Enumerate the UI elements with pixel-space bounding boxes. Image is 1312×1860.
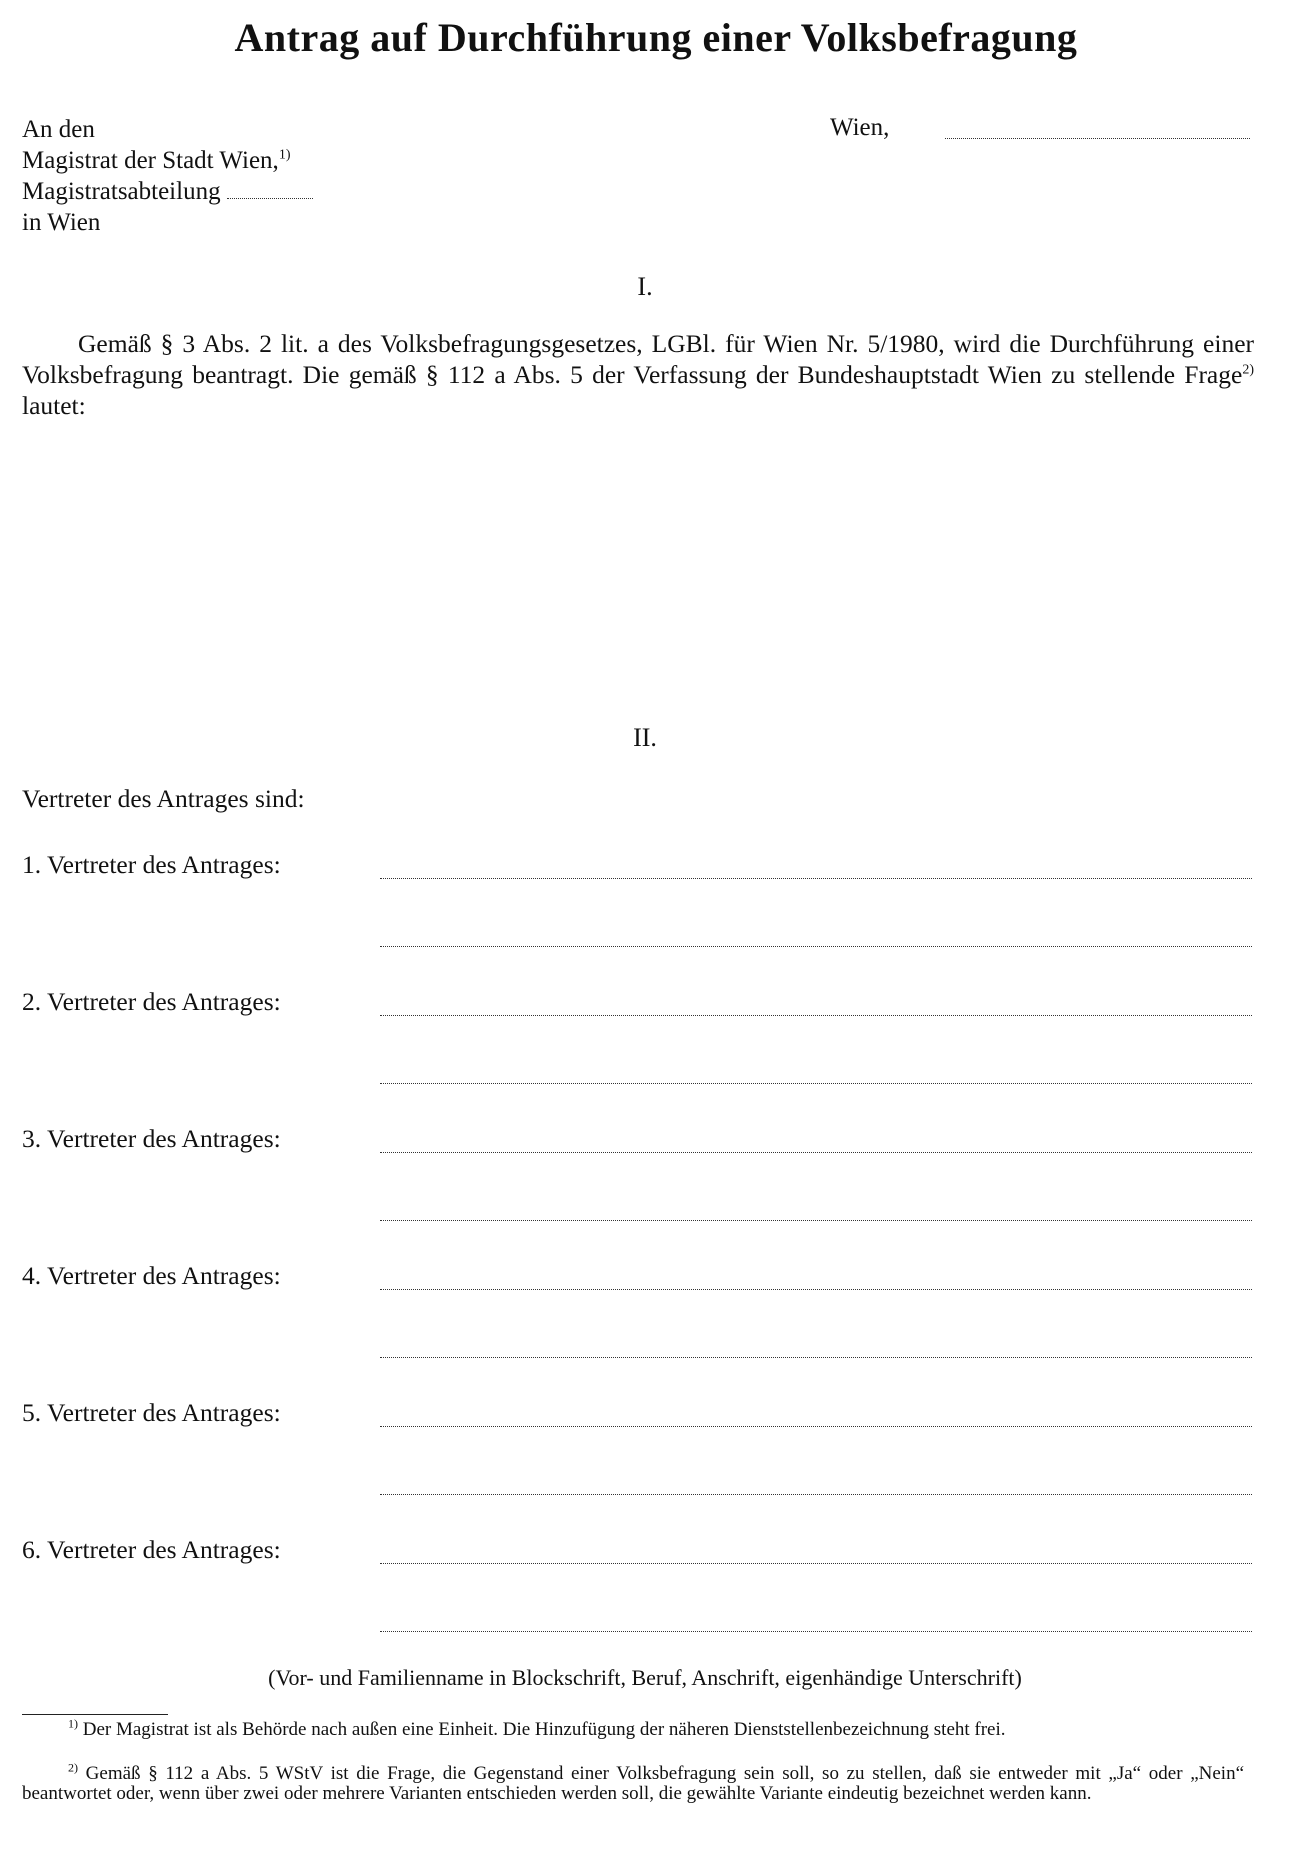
- paragraph-text-end: lautet:: [22, 391, 86, 420]
- footnote-ref-1: 1): [278, 147, 291, 163]
- document-title: Antrag auf Durchführung einer Volksbefragung: [234, 15, 1078, 60]
- representative-entry: [22, 987, 1252, 1107]
- representative-label: 6. Vertreter des Antrages:: [22, 1535, 281, 1564]
- date-field[interactable]: [945, 138, 1250, 139]
- representative-line[interactable]: [380, 1426, 1252, 1427]
- section-1-heading: I.: [637, 272, 653, 301]
- representative-label: 5. Vertreter des Antrages:: [22, 1398, 281, 1427]
- representative-entry: [22, 1261, 1252, 1381]
- representative-line[interactable]: [380, 1563, 1252, 1564]
- representative-line[interactable]: [380, 878, 1252, 879]
- footnote-2-marker: 2): [68, 1760, 78, 1775]
- footnote-2: [22, 1760, 1244, 1804]
- recipient-address: [22, 114, 313, 238]
- address-line-4: in Wien: [22, 209, 101, 236]
- representative-line[interactable]: [380, 946, 1252, 947]
- representative-line[interactable]: [380, 1289, 1252, 1290]
- representative-line[interactable]: [380, 1152, 1252, 1153]
- representative-label: 1. Vertreter des Antrages:: [22, 850, 281, 879]
- footnote-divider: [22, 1714, 168, 1715]
- address-line-3: [22, 176, 313, 207]
- representative-line[interactable]: [380, 1631, 1252, 1632]
- representative-entry: [22, 850, 1252, 970]
- question-area[interactable]: [22, 430, 1254, 690]
- representative-label: 4. Vertreter des Antrages:: [22, 1261, 281, 1290]
- representative-entry: [22, 1398, 1252, 1518]
- representative-line[interactable]: [380, 1015, 1252, 1016]
- footnote-1: [22, 1716, 1244, 1740]
- representative-line[interactable]: [380, 1083, 1252, 1084]
- representative-entry: [22, 1535, 1252, 1655]
- address-line-3-text: Magistratsabteilung: [22, 178, 221, 205]
- section-1-paragraph: [22, 328, 1254, 421]
- representative-line[interactable]: [380, 1357, 1252, 1358]
- representative-line[interactable]: [380, 1220, 1252, 1221]
- address-line-2: [22, 145, 313, 176]
- footnote-ref-2: 2): [1242, 362, 1254, 378]
- representative-label: 3. Vertreter des Antrages:: [22, 1124, 281, 1153]
- section-2-heading: II.: [633, 723, 657, 752]
- paragraph-text: Gemäß § 3 Abs. 2 lit. a des Volksbefragungsgesetzes, LGBl. für Wien Nr. 5/1980, wird die Durchführung einer Volksbefragung beantragt. Die gemäß § 112 a Abs. 5 der Verfassung der Bundeshauptstadt Wien zu stellende Frage: [22, 329, 1254, 389]
- department-number-field[interactable]: [227, 197, 313, 199]
- date-label: Wien,: [830, 114, 890, 141]
- footnote-2-text: Gemäß § 112 a Abs. 5 WStV ist die Frage, die Gegenstand einer Volksbefragung sein soll, so zu stellen, daß sie entweder mit „Ja“ oder „Nein“ beantwortet oder, wenn über zwei oder mehrere Varianten entschieden werden soll, die gewählte Variante eindeutig bezeichnet werden kann.: [22, 1763, 1244, 1804]
- instruction-note: (Vor- und Familienname in Blockschrift, Beruf, Anschrift, eigenhändige Unterschrift): [268, 1665, 1022, 1690]
- representative-label: 2. Vertreter des Antrages:: [22, 987, 281, 1016]
- address-line-1: An den: [22, 116, 95, 143]
- representatives-intro: Vertreter des Antrages sind:: [22, 784, 305, 813]
- address-line-2-text: Magistrat der Stadt Wien,: [22, 147, 279, 174]
- footnote-1-marker: 1): [68, 1716, 78, 1731]
- footnote-1-text: Der Magistrat ist als Behörde nach außen eine Einheit. Die Hinzufügung der näheren Dienststellenbezeichnung steht frei.: [82, 1719, 1006, 1740]
- representative-entry: [22, 1124, 1252, 1244]
- representative-line[interactable]: [380, 1494, 1252, 1495]
